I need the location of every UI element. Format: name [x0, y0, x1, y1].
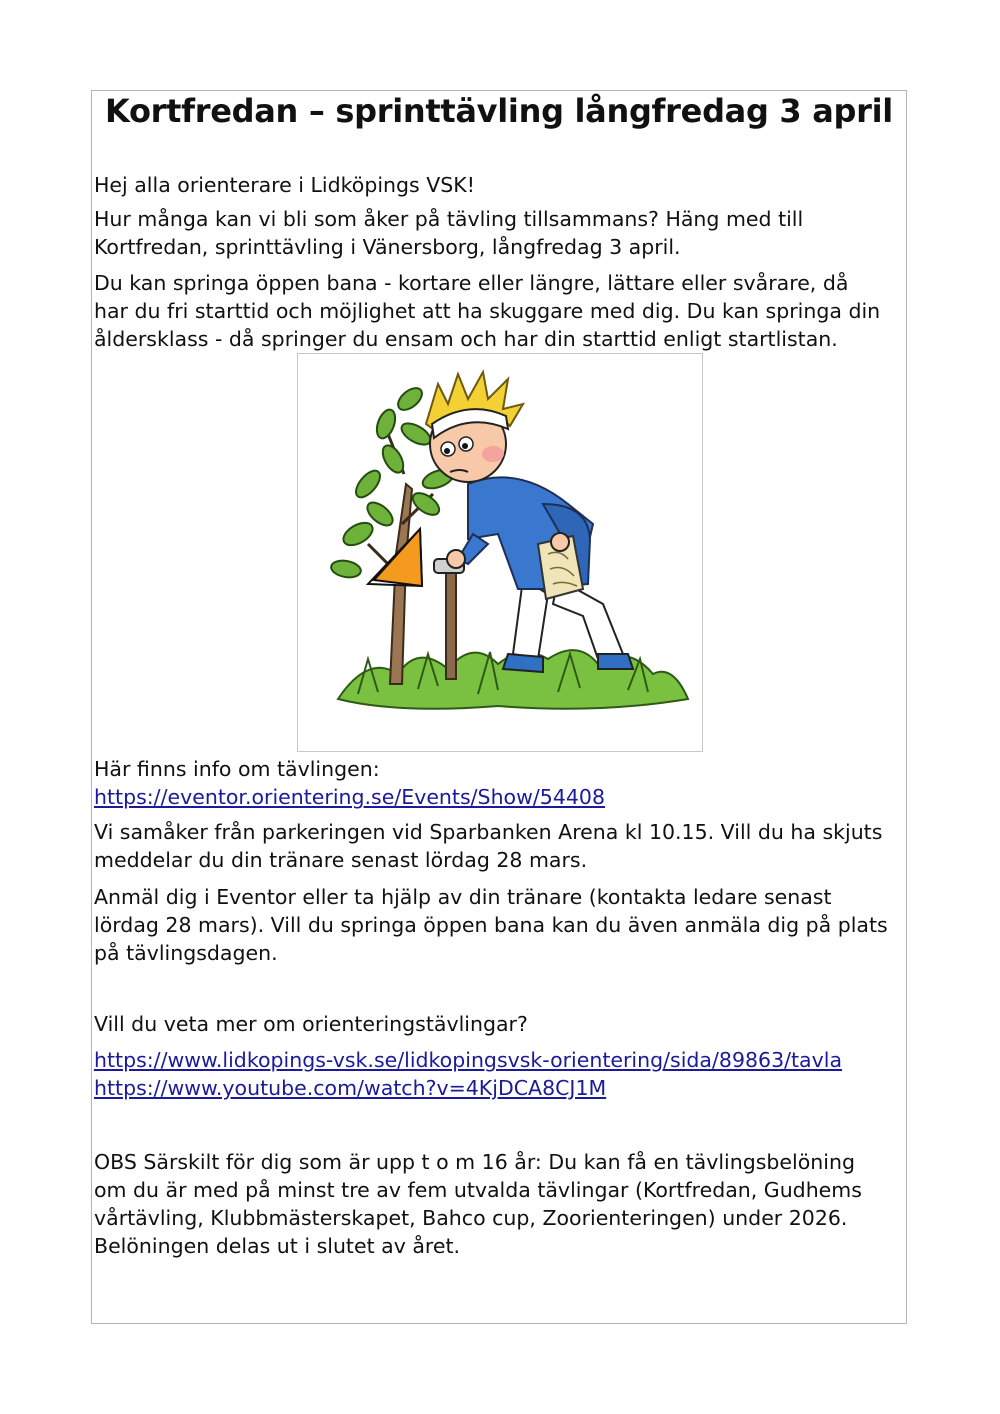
intro-line: Hur många kan vi bli som åker på tävling tillsammans? Häng med till: [94, 207, 804, 231]
signup-line: Anmäl dig i Eventor eller ta hjälp av din tränare (kontakta ledare senast: [94, 885, 832, 909]
options-line: Du kan springa öppen bana - kortare eller längre, lättare eller svårare, då: [94, 271, 849, 295]
obs-line: vårtävling, Klubbmästerskapet, Bahco cup, Zoorienteringen) under 2026.: [94, 1206, 848, 1230]
obs-line: Belöningen delas ut i slutet av året.: [94, 1234, 461, 1258]
club-link[interactable]: https://www.lidkopings-vsk.se/lidkopingsvsk-orientering/sida/89863/tavla: [94, 1048, 843, 1072]
carpool-paragraph: [94, 818, 906, 874]
more-question: Vill du veta mer om orienteringstävlingar?: [94, 1012, 528, 1036]
options-paragraph: [94, 269, 906, 353]
obs-paragraph: [94, 1148, 906, 1260]
signup-paragraph: [94, 883, 906, 967]
options-line: åldersklass - då springer du ensam och har din starttid enligt startlistan.: [94, 327, 838, 351]
intro-line: Kortfredan, sprinttävling i Vänersborg, långfredag 3 april.: [94, 235, 681, 259]
obs-line: OBS Särskilt för dig som är upp t o m 16 år: Du kan få en tävlingsbelöning: [94, 1150, 855, 1174]
carpool-line: Vi samåker från parkeringen vid Sparbanken Arena kl 10.15. Vill du ha skjuts: [94, 820, 883, 844]
intro-paragraph: [94, 205, 906, 261]
info-label: Här finns info om tävlingen:: [94, 757, 380, 781]
obs-line: om du är med på minst tre av fem utvalda tävlingar (Kortfredan, Gudhems: [94, 1178, 862, 1202]
signup-line: lördag 28 mars). Vill du springa öppen bana kan du även anmäla dig på plats: [94, 913, 888, 937]
eventor-link[interactable]: https://eventor.orientering.se/Events/Show/54408: [94, 785, 605, 809]
page-title: Kortfredan – sprinttävling långfredag 3 april: [105, 92, 893, 130]
options-line: har du fri starttid och möjlighet att ha skuggare med dig. Du kan springa din: [94, 299, 881, 323]
carpool-line: meddelar du din tränare senast lördag 28 mars.: [94, 848, 588, 872]
orienteering-runner-illustration: [297, 353, 703, 752]
youtube-link[interactable]: https://www.youtube.com/watch?v=4KjDCA8CJ1M: [94, 1076, 607, 1100]
signup-line: på tävlingsdagen.: [94, 941, 278, 965]
greeting: Hej alla orienterare i Lidköpings VSK!: [94, 173, 475, 197]
